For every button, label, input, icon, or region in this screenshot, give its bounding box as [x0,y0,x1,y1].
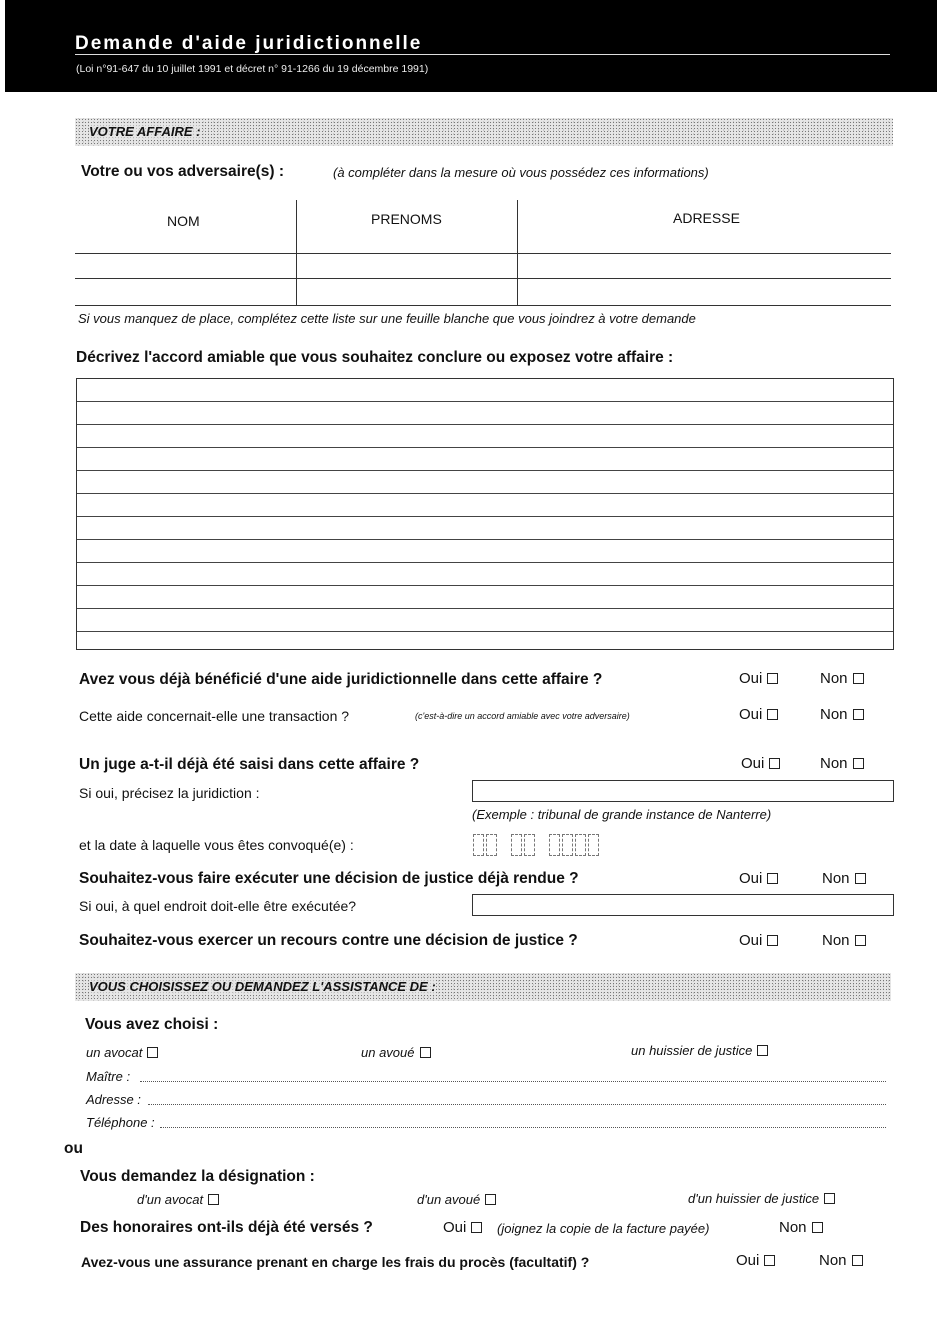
ou-label: ou [64,1140,83,1157]
col-nom: NOM [167,213,200,229]
designation-label: Vous demandez la désignation : [80,1168,315,1185]
telephone-input[interactable] [160,1127,886,1128]
adversaires-label: Votre ou vos adversaire(s) : [81,163,285,180]
checkbox-icon [852,1255,863,1266]
maitre-input[interactable] [140,1081,886,1082]
q4-oui-checkbox[interactable] [739,932,778,949]
non-label: Non [822,870,850,887]
oui-label: Oui [739,932,763,949]
checkbox-icon [769,758,780,769]
q3-oui-checkbox[interactable] [739,870,778,887]
q1b-hint: (c'est-à-dire un accord amiable avec votre adversaire) [415,711,630,721]
option-label: d'un avoué [417,1192,481,1207]
q1b-oui-checkbox[interactable] [739,706,778,723]
checkbox-icon [767,673,778,684]
table-row[interactable] [75,278,891,279]
checkbox-icon [853,709,864,720]
non-label: Non [820,755,848,772]
checkbox-icon [208,1194,219,1205]
checkbox-icon [853,673,864,684]
describe-label: Décrivez l'accord amiable que vous souhaitez conclure ou exposez votre affaire : [76,349,674,366]
q2-label: Un juge a-t-il déjà été saisi dans cette affaire ? [79,756,420,773]
title-underline [75,54,890,55]
juridiction-input[interactable] [472,780,894,802]
checkbox-icon [767,935,778,946]
designation-avocat-checkbox[interactable] [137,1192,219,1207]
chosen-avocat-checkbox[interactable] [86,1045,158,1060]
q2-non-checkbox[interactable] [820,755,864,772]
non-label: Non [820,706,848,723]
checkbox-icon [764,1255,775,1266]
table-row[interactable] [75,253,891,254]
q1-oui-checkbox[interactable] [739,670,778,687]
fees-label: Des honoraires ont-ils déjà été versés ? [80,1219,373,1236]
checkbox-icon [485,1194,496,1205]
checkbox-icon [471,1222,482,1233]
chosen-avoue-checkbox[interactable] [361,1045,431,1060]
q1b-label: Cette aide concernait-elle une transaction ? [79,708,350,724]
q1-non-checkbox[interactable] [820,670,864,687]
q1-label: Avez vous déjà bénéficié d'une aide juridictionnelle dans cette affaire ? [79,671,603,688]
oui-label: Oui [736,1252,760,1269]
non-label: Non [779,1219,807,1236]
oui-label: Oui [741,755,765,772]
telephone-label: Téléphone : [86,1115,155,1130]
q4-non-checkbox[interactable] [822,932,866,949]
form-title: Demande d'aide juridictionnelle [75,33,423,54]
q3-label: Souhaitez-vous faire exécuter une décision de justice déjà rendue ? [79,870,579,887]
juridiction-label: Si oui, précisez la juridiction : [79,785,260,801]
option-label: d'un huissier de justice [688,1191,820,1206]
checkbox-icon [824,1193,835,1204]
designation-avoue-checkbox[interactable] [417,1192,496,1207]
juridiction-example: (Exemple : tribunal de grande instance de Nanterre) [472,807,772,822]
fees-non-checkbox[interactable] [779,1219,823,1236]
adversaires-hint: (à compléter dans la mesure où vous possédez ces informations) [333,165,709,180]
non-label: Non [822,932,850,949]
checkbox-icon [767,873,778,884]
section-title: VOTRE AFFAIRE : [89,124,201,139]
q2-oui-checkbox[interactable] [741,755,780,772]
adresse-label: Adresse : [86,1092,141,1107]
date-input[interactable] [473,834,601,861]
adversaires-note: Si vous manquez de place, complétez cette liste sur une feuille blanche que vous joindrez à votre demande [78,311,696,326]
option-label: un avocat [86,1045,143,1060]
section-title: VOUS CHOISISSEZ OU DEMANDEZ L'ASSISTANCE DE : [89,979,436,994]
checkbox-icon [855,935,866,946]
where-input[interactable] [472,894,894,916]
section-banner-assistance [75,973,891,1001]
fees-oui-checkbox[interactable] [443,1219,482,1236]
q3-non-checkbox[interactable] [822,870,866,887]
oui-label: Oui [739,670,763,687]
checkbox-icon [853,758,864,769]
section-banner-affaire [75,118,893,146]
col-prenoms: PRENOMS [371,211,442,227]
insurance-oui-checkbox[interactable] [736,1252,775,1269]
option-label: d'un avocat [137,1192,204,1207]
checkbox-icon [420,1047,431,1058]
checkbox-icon [812,1222,823,1233]
oui-label: Oui [739,870,763,887]
oui-label: Oui [739,706,763,723]
option-label: un huissier de justice [631,1043,753,1058]
fees-hint: (joignez la copie de la facture payée) [497,1221,710,1236]
form-subtitle: (Loi n°91-647 du 10 juillet 1991 et décret n° 91-1266 du 19 décembre 1991) [76,63,429,75]
chosen-huissier-checkbox[interactable] [631,1043,768,1058]
maitre-label: Maître : [86,1069,131,1084]
designation-huissier-checkbox[interactable] [688,1191,835,1206]
option-label: un avoué [361,1045,415,1060]
chosen-label: Vous avez choisi : [85,1016,219,1033]
non-label: Non [819,1252,847,1269]
insurance-label: Avez-vous une assurance prenant en charge les frais du procès (facultatif) ? [81,1254,590,1270]
where-label: Si oui, à quel endroit doit-elle être exécutée? [79,898,357,914]
adresse-input[interactable] [148,1104,886,1105]
q4-label: Souhaitez-vous exercer un recours contre une décision de justice ? [79,932,578,949]
checkbox-icon [855,873,866,884]
checkbox-icon [767,709,778,720]
checkbox-icon [757,1045,768,1056]
checkbox-icon [147,1047,158,1058]
non-label: Non [820,670,848,687]
describe-textarea[interactable] [76,378,894,650]
insurance-non-checkbox[interactable] [819,1252,863,1269]
q1b-non-checkbox[interactable] [820,706,864,723]
date-label: et la date à laquelle vous êtes convoqué(e) : [79,837,354,853]
table-row[interactable] [75,305,891,306]
col-adresse: ADRESSE [673,210,740,226]
oui-label: Oui [443,1219,467,1236]
